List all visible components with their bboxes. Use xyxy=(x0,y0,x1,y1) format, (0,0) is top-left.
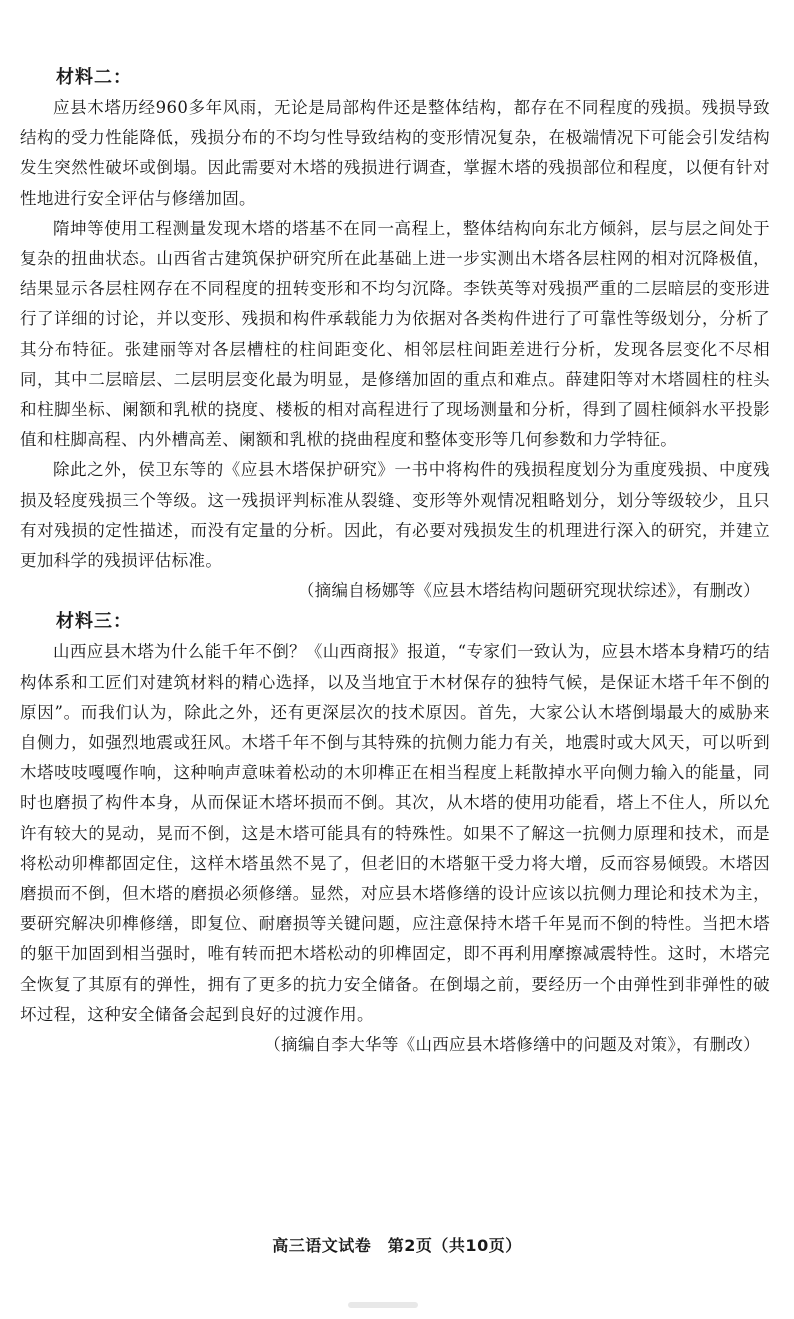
material-2-source: （摘编自杨娜等《应县木塔结构问题研究现状综述》，有删改） xyxy=(297,581,760,601)
material-2-title: 材料二： xyxy=(56,67,132,88)
page-footer: 高三语文试卷 第2页（共10页） xyxy=(272,1236,522,1255)
material-2-paragraph-2: 隋坤等使用工程测量发现木塔的塔基不在同一高程上，整体结构向东北方倾斜，层与层之间处于复杂的扭曲状态。山西省古建筑保护研究所在此基础上进一步实测出木塔各层柱网的相对沉降极值，结果显示各层柱网存在不同程度的扭转变形和不均匀沉降。李铁英等对残损严重的二层暗层的变形进行了详细的讨论，并以变形、残损和构件承载能力为依据对各类构件进行了可靠性等级划分，分析了其分布特征。张建丽等对各层槽柱的柱间距变化、相邻层柱间距差进行分析，发现各层变化不尽相同，其中二层暗层、二层明层变化最为明显，是修缮加固的重点和难点。薛建阳等对木塔圆柱的柱头和柱脚坐标、阑额和乳栿的挠度、楼板的相对高程进行了现场测量和分析，得到了圆柱倾斜水平投影值和柱脚高程、内外槽高差、阑额和乳栿的挠曲程度和整体变形等几何参数和力学特征。 xyxy=(20,218,770,450)
material-3-paragraph-1: 山西应县木塔为什么能千年不倒？《山西商报》报道，“专家们一致认为，应县木塔本身精巧的结构体系和工匠们对建筑材料的精心选择，以及当地宜于木材保存的独特气候，是保证木塔千年不倒的原因”。而我们认为，除此之外，还有更深层次的技术原因。首先，大家公认木塔倒塌最大的威胁来自侧力，如强烈地震或狂风。木塔千年不倒与其特殊的抗侧力能力有关，地震时或大风天，可以听到木塔吱吱嘎嘎作响，这种响声意味着松动的木卯榫正在相当程度上耗散掉水平向侧力输入的能量，同时也磨损了构件本身，从而保证木塔坏损而不倒。其次，从木塔的使用功能看，塔上不住人，所以允许有较大的晃动，晃而不倒，这是木塔可能具有的特殊性。如果不了解这一抗侧力原理和技术，而是将松动卯榫都固定住，这样木塔虽然不晃了，但老旧的木塔躯干受力将大增，反而容易倾毁。木塔因磨损而不倒，但木塔的磨损必须修缮。显然，对应县木塔修缮的设计应该以抗侧力理论和技术为主，要研究解决卯榫修缮，即复位、耐磨损等关键问题，应注意保持木塔千年晃而不倒的特性。当把木塔的躯干加固到相当强时，唯有转而把木塔松动的卯榫固定，即不再利用摩擦减震特性。这时，木塔完全恢复了其原有的弹性，拥有了更多的抗力安全储备。在倒塌之前，要经历一个由弹性到非弹性的破坏过程，这种安全储备会起到良好的过渡作用。 xyxy=(20,642,770,1024)
material-2-paragraph-1: 应县木塔历经960多年风雨，无论是局部构件还是整体结构，都存在不同程度的残损。残损导致结构的受力性能降低，残损分布的不均匀性导致结构的变形情况复杂，在极端情况下可能会引发结构发生突然性破坏或倒塌。因此需要对木塔的残损进行调查，掌握木塔的残损部位和程度，以便有针对性地进行安全评估与修缮加固。 xyxy=(20,98,770,208)
scan-mark xyxy=(348,1302,418,1308)
material-3-source: （摘编自李大华等《山西应县木塔修缮中的问题及对策》，有删改） xyxy=(264,1035,760,1055)
material-2-paragraph-3: 除此之外，侯卫东等的《应县木塔保护研究》一书中将构件的残损程度划分为重度残损、中度残损及轻度残损三个等级。这一残损评判标准从裂缝、变形等外观情况粗略划分，划分等级较少，且只有对残损的定性描述，而没有定量的分析。因此，有必要对残损发生的机理进行深入的研究，并建立更加科学的残损评估标准。 xyxy=(20,460,770,571)
material-3-title: 材料三： xyxy=(56,611,132,633)
